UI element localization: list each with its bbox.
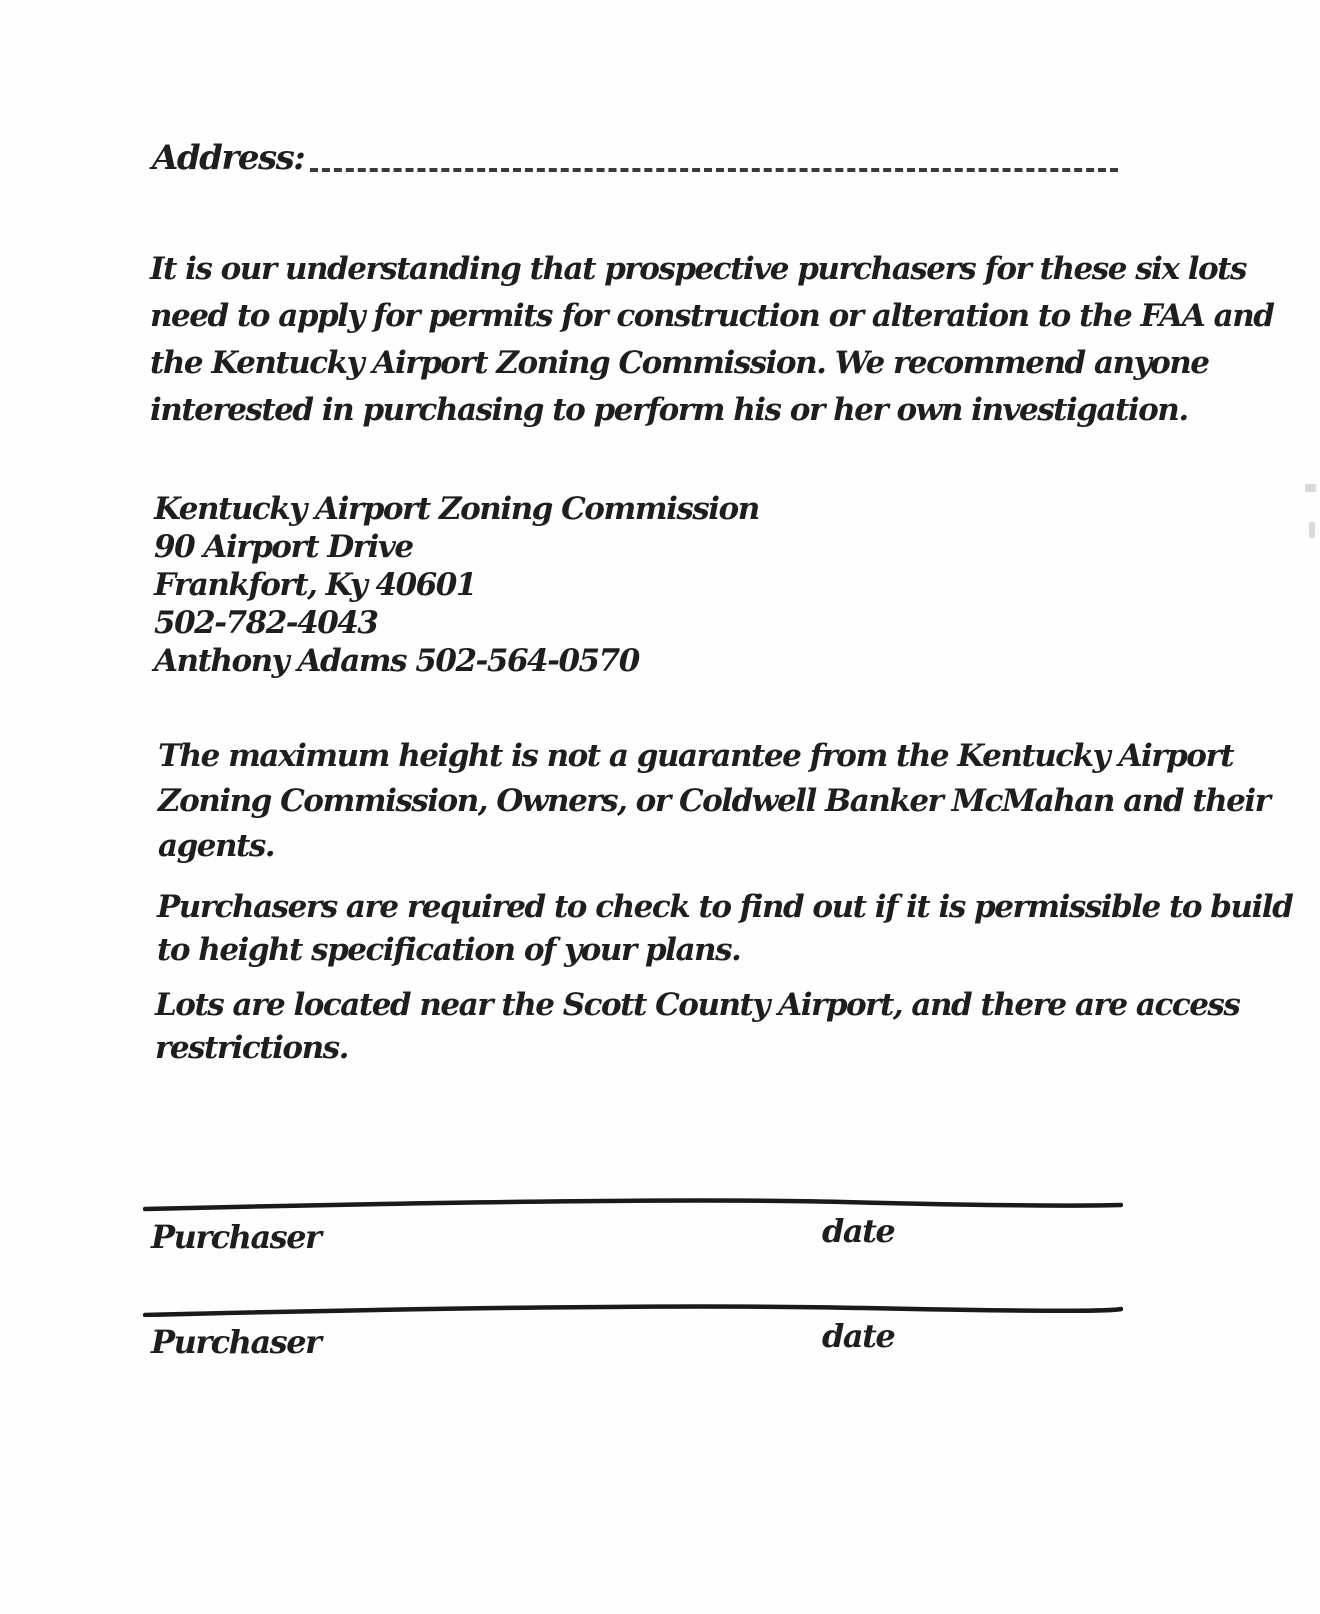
paragraph-line: interested in purchasing to perform his or her own investigation. (150, 392, 1188, 428)
signature-labels (143, 1317, 1123, 1369)
contact-street: 90 Airport Drive (154, 529, 413, 565)
paragraph-line: The maximum height is not a guarantee from the Kentucky Airport (158, 738, 1234, 774)
purchaser-label: Purchaser (151, 1323, 321, 1361)
contact-city-state-zip: Frankfort, Ky 40601 (154, 567, 476, 603)
paragraph-purchasers-required (157, 886, 1292, 972)
paragraph-line: Zoning Commission, Owners, or Coldwell Banker McMahan and their (158, 783, 1270, 819)
purchaser-label: Purchaser (151, 1218, 321, 1256)
paragraph-purchaser-understanding (150, 246, 1273, 434)
contact-phone: 502-782-4043 (154, 605, 378, 641)
signature-labels (143, 1212, 1123, 1264)
paragraph-line: to height specification of your plans. (157, 932, 741, 968)
paragraph-line: agents. (158, 828, 275, 864)
contact-block (154, 490, 759, 680)
signature-block-1 (143, 1196, 1123, 1264)
address-label: Address: (152, 138, 305, 178)
signature-block-2 (143, 1301, 1123, 1369)
paragraph-line: restrictions. (155, 1030, 348, 1066)
contact-organization: Kentucky Airport Zoning Commission (154, 491, 759, 527)
scan-artifact (1305, 484, 1316, 492)
paragraph-line: need to apply for permits for construction or alteration to the FAA and (150, 298, 1274, 334)
paragraph-line: Purchasers are required to check to find out if it is permissible to build (157, 889, 1293, 925)
scan-artifact (1309, 522, 1315, 538)
paragraph-line: It is our understanding that prospective purchasers for these six lots (150, 251, 1246, 287)
contact-person-phone: Anthony Adams 502-564-0570 (154, 643, 639, 679)
signature-line (143, 1196, 1123, 1212)
paragraph-lots-location (155, 984, 1239, 1070)
signature-line (143, 1301, 1123, 1317)
paragraph-line: Lots are located near the Scott County Airport, and there are access (155, 987, 1240, 1023)
address-fill-line (310, 142, 1118, 172)
paragraph-height-guarantee (158, 734, 1270, 869)
address-row (152, 136, 1118, 180)
date-label: date (822, 1212, 895, 1250)
date-label: date (822, 1317, 895, 1355)
paragraph-line: the Kentucky Airport Zoning Commission. We recommend anyone (150, 345, 1209, 381)
